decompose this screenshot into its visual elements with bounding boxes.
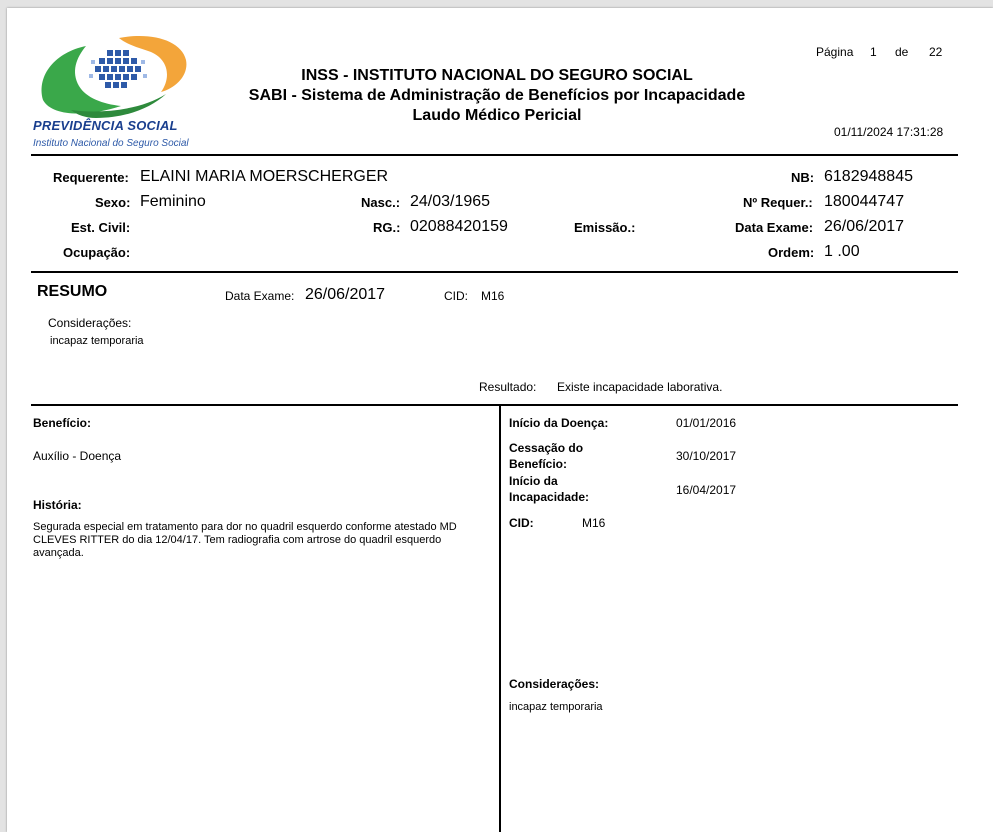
person-divider (31, 271, 958, 273)
resumo-consideracoes-value: incapaz temporaria (50, 335, 144, 347)
right-cid-value: M16 (582, 516, 606, 530)
nrequer-label: Nº Requer.: (743, 195, 813, 210)
requerente-label: Requerente: (53, 170, 129, 185)
resumo-title: RESUMO (37, 283, 108, 300)
logo-name: PREVIDÊNCIA SOCIAL (33, 118, 178, 133)
historia-line-3: avançada. (33, 547, 84, 559)
inicio-doenca-label: Início da Doença: (509, 416, 609, 430)
resumo-consideracoes-label: Considerações: (48, 316, 132, 330)
historia-line-1: Segurada especial em tratamento para dor no quadril esquerdo conforme atestado MD (33, 521, 457, 533)
ordem-label: Ordem: (768, 245, 815, 260)
nb-value: 6182948845 (824, 168, 913, 185)
beneficio-value: Auxílio - Doença (33, 449, 122, 463)
resumo-divider (31, 404, 958, 406)
inicio-incap-label-2: Incapacidade: (509, 490, 590, 504)
page-label: Página (816, 45, 854, 59)
cessacao-value: 30/10/2017 (676, 449, 737, 463)
previdencia-logo (31, 30, 221, 155)
nasc-label: Nasc.: (361, 195, 401, 210)
nrequer-value: 180044747 (824, 193, 905, 210)
title-laudo: Laudo Médico Pericial (412, 107, 582, 124)
resumo-dataexame-label: Data Exame: (225, 289, 295, 303)
nb-label: NB: (791, 170, 815, 185)
inicio-doenca-value: 01/01/2016 (676, 416, 737, 430)
logo-subtitle: Instituto Nacional do Seguro Social (33, 138, 189, 149)
historia-label: História: (33, 498, 82, 512)
resumo-dataexame-value: 26/06/2017 (305, 286, 386, 303)
dataexame-label: Data Exame: (735, 220, 814, 235)
beneficio-label: Benefício: (33, 416, 92, 430)
rg-label: RG.: (373, 220, 401, 235)
right-consideracoes-value: incapaz temporaria (509, 701, 603, 713)
resultado-label: Resultado: (479, 380, 537, 394)
nasc-value: 24/03/1965 (410, 193, 491, 210)
rg-value: 02088420159 (410, 218, 508, 235)
inicio-incap-label-1: Início da (509, 474, 558, 488)
resumo-cid-label: CID: (444, 289, 468, 303)
dataexame-value: 26/06/2017 (824, 218, 905, 235)
column-divider (499, 406, 501, 832)
document-page (7, 8, 993, 832)
right-cid-label: CID: (509, 516, 534, 530)
page-number: 1 (870, 45, 877, 59)
sexo-label: Sexo: (95, 195, 131, 210)
right-consideracoes-label: Considerações: (509, 677, 600, 691)
cessacao-label-2: Benefício: (509, 457, 568, 471)
requerente-value: ELAINI MARIA MOERSCHERGER (140, 168, 389, 185)
page-of-label: de (895, 45, 909, 59)
inicio-incap-value: 16/04/2017 (676, 483, 737, 497)
timestamp: 01/11/2024 17:31:28 (834, 125, 944, 139)
emissao-label: Emissão.: (574, 220, 636, 235)
cessacao-label-1: Cessação do (509, 441, 584, 455)
title-inss: INSS - INSTITUTO NACIONAL DO SEGURO SOCIAL (301, 67, 693, 84)
ordem-value: 1 .00 (824, 243, 860, 260)
ocupacao-label: Ocupação: (63, 245, 131, 260)
page-total: 22 (929, 45, 943, 59)
previdencia-logo-icon (31, 30, 221, 120)
resultado-value: Existe incapacidade laborativa. (557, 380, 723, 394)
resumo-cid-value: M16 (481, 289, 505, 303)
historia-line-2: CLEVES RITTER do dia 12/04/17. Tem radiografia com artrose do quadril esquerdo (33, 534, 442, 546)
header-divider (31, 154, 958, 156)
estcivil-label: Est. Civil: (71, 220, 131, 235)
title-sabi: SABI - Sistema de Administração de Benefícios por Incapacidade (248, 87, 746, 104)
sexo-value: Feminino (140, 193, 206, 210)
